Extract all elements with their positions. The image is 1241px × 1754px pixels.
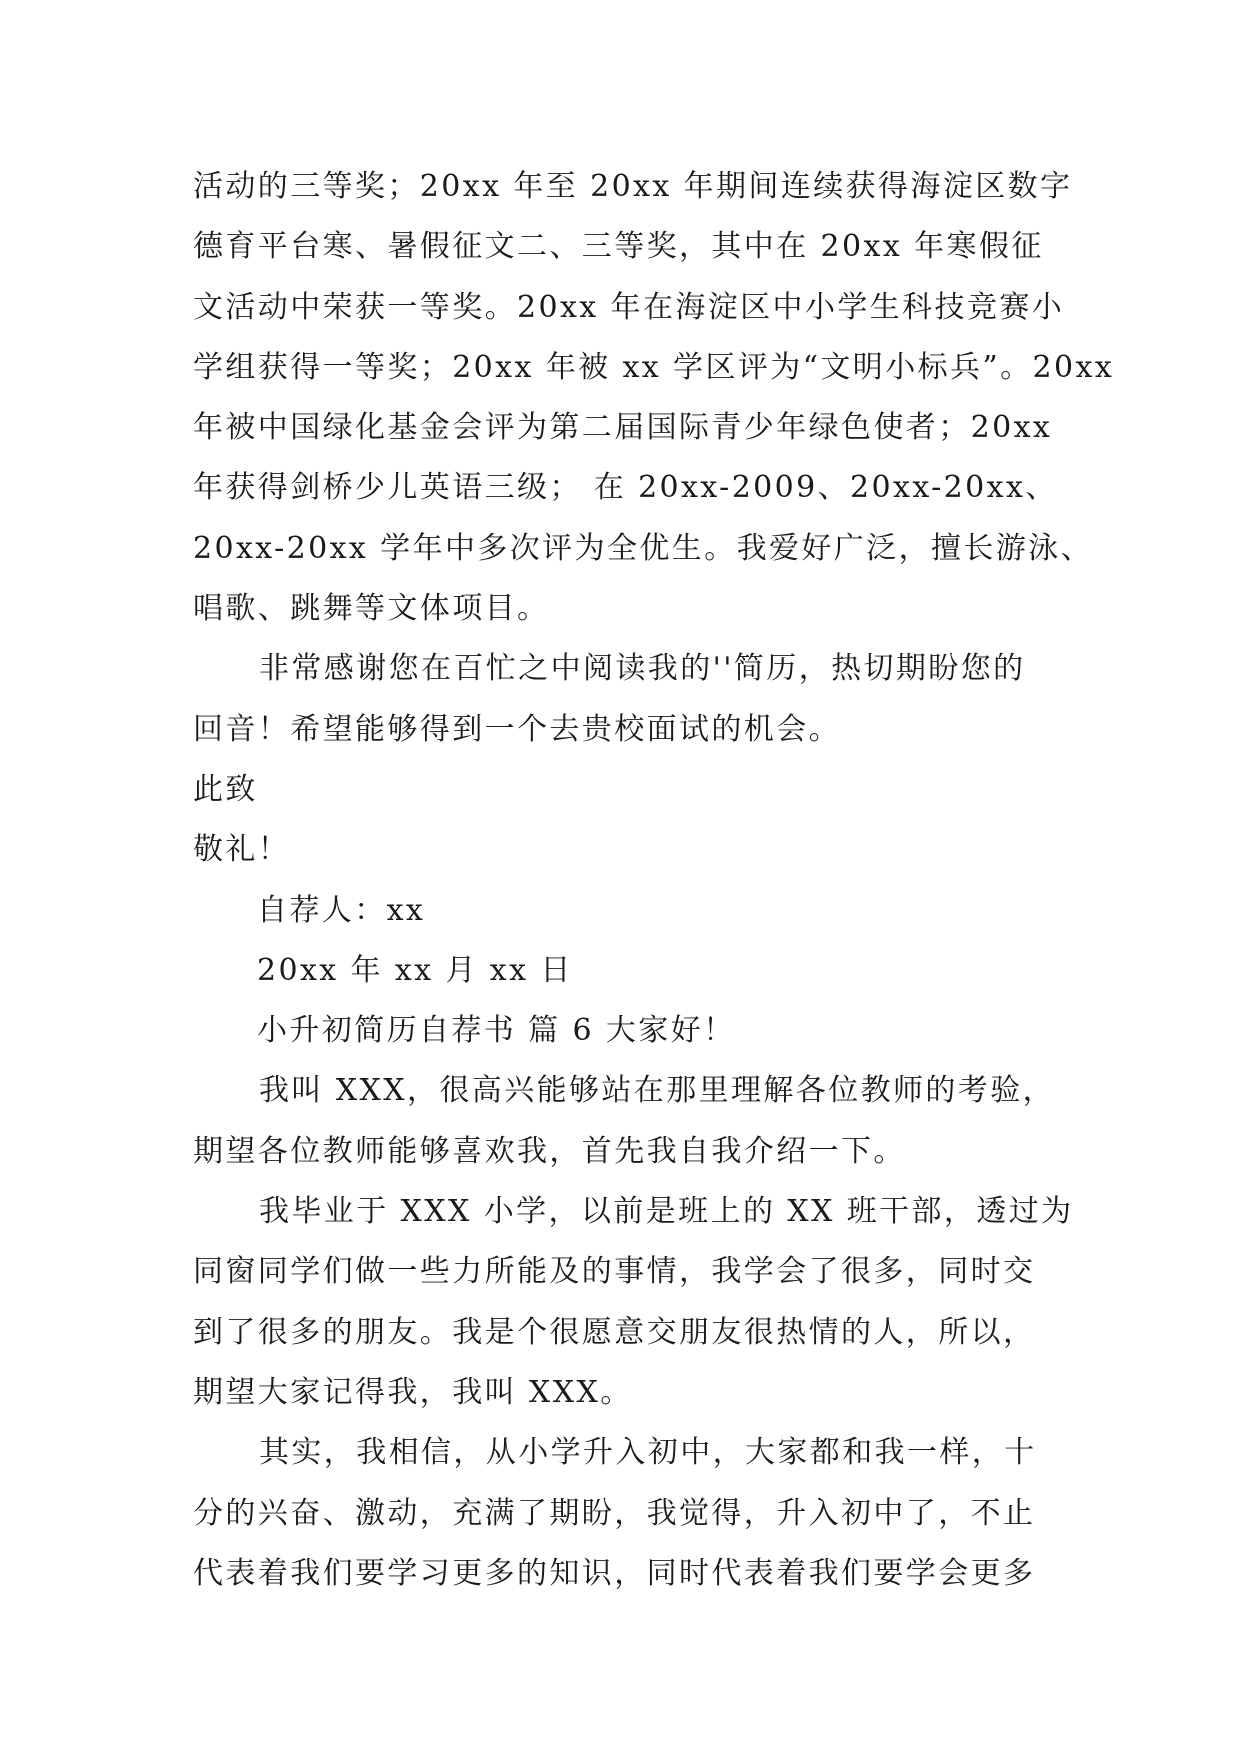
signature-name: 自荐人：xx — [257, 892, 426, 928]
paragraph-first-line: 其实，我相信，从小学升入初中，大家都和我一样，十 — [259, 1435, 1037, 1471]
closing-regards: 敬礼！ — [193, 832, 291, 868]
closing-salutation: 此致 — [193, 771, 258, 807]
text-line: 同窗同学们做一些力所能及的事情，我学会了很多，同时交 — [193, 1254, 1036, 1290]
text-line: 代表着我们要学习更多的知识，同时代表着我们要学会更多 — [193, 1555, 1036, 1591]
text-line: 学组获得一等奖；20xx 年被 xx 学区评为“文明小标兵”。20xx — [193, 349, 1115, 385]
paragraph-first-line: 我叫 XXX，很高兴能够站在那里理解各位教师的考验， — [259, 1073, 1056, 1109]
signature-date: 20xx 年 xx 月 xx 日 — [257, 952, 573, 988]
text-line: 20xx-20xx 学年中多次评为全优生。我爱好广泛，擅长游泳、 — [193, 530, 1093, 566]
text-line: 文活动中荣获一等奖。20xx 年在海淀区中小学生科技竞赛小 — [193, 289, 1065, 325]
text-line: 到了很多的朋友。我是个很愿意交朋友很热情的人，所以， — [193, 1314, 1036, 1350]
text-line: 年被中国绿化基金会评为第二届国际青少年绿色使者；20xx — [193, 410, 1053, 446]
document-body — [193, 157, 1115, 1604]
text-line: 回音！希望能够得到一个去贵校面试的机会。 — [193, 711, 841, 747]
section-heading: 小升初简历自荐书 篇 6 大家好！ — [257, 1013, 736, 1049]
text-line: 德育平台寒、暑假征文二、三等奖，其中在 20xx 年寒假征 — [193, 229, 1044, 265]
text-line: 期望各位教师能够喜欢我，首先我自我介绍一下。 — [193, 1133, 906, 1169]
paragraph-first-line: 非常感谢您在百忙之中阅读我的''简历，热切期盼您的 — [259, 651, 1026, 687]
text-line: 活动的三等奖；20xx 年至 20xx 年期间连续获得海淀区数字 — [193, 169, 1073, 204]
text-line: 唱歌、跳舞等文体项目。 — [193, 591, 550, 627]
text-line: 年获得剑桥少儿英语三级； 在 20xx-2009、20xx-20xx、 — [193, 470, 1058, 506]
paragraph-first-line: 我毕业于 XXX 小学，以前是班上的 XX 班干部，透过为 — [259, 1194, 1074, 1230]
text-line: 分的兴奋、激动，充满了期盼，我觉得，升入初中了，不止 — [193, 1495, 1036, 1531]
text-line: 期望大家记得我，我叫 XXX。 — [193, 1374, 633, 1410]
